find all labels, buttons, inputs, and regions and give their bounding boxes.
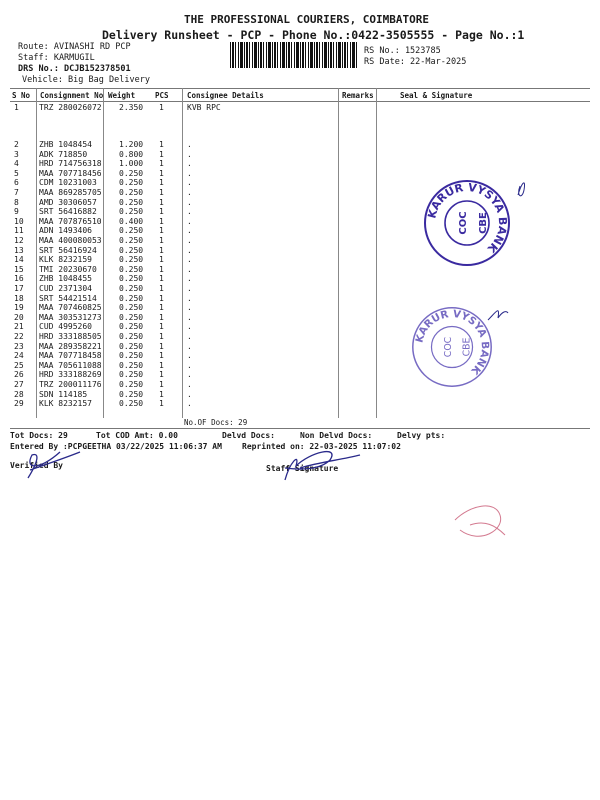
weight: 2.350 [119, 103, 144, 112]
sno: 2 [14, 140, 19, 149]
consignment-no: SRT 54421514 [39, 293, 97, 303]
consignment-no: SRT 56416924 [39, 245, 97, 255]
weight: 0.250 [119, 188, 144, 197]
pcs: 1 [159, 159, 164, 169]
consignee: . [187, 264, 192, 274]
consignee: . [187, 341, 192, 351]
sno: 5 [14, 168, 19, 178]
consignment-no: ADN 1493406 [39, 226, 92, 236]
pcs: 1 [159, 255, 164, 265]
consignee: . [187, 216, 192, 226]
weight: 0.250 [119, 399, 144, 409]
sno: 16 [14, 274, 24, 284]
sno: 18 [14, 293, 24, 303]
pcs: 1 [159, 370, 164, 380]
weight: 0.250 [119, 168, 144, 178]
consignee: . [187, 380, 192, 389]
sno: 3 [14, 149, 19, 159]
verifier-signature [28, 452, 80, 478]
consignment-no: SDN 114185 [39, 389, 88, 399]
consignee: . [187, 322, 192, 332]
weight: 0.250 [119, 389, 144, 399]
consignee: . [187, 197, 192, 207]
pcs: 1 [159, 226, 164, 236]
no-of-docs: No.OF Docs: 29 [184, 418, 248, 427]
pcs: 1 [159, 216, 164, 226]
svg-text:COC: COC [458, 211, 469, 235]
consignment-no: ADK 718850 [39, 149, 88, 159]
col-consignee: Consignee Details [187, 91, 264, 100]
company-title: THE PROFESSIONAL COURIERS, COIMBATORE [184, 13, 430, 26]
consignment-no: TRZ 200011176 [39, 380, 102, 389]
consignment-no: KLK 8232159 [39, 255, 92, 265]
consignment-no: HRD 333188505 [39, 332, 102, 341]
sno: 8 [14, 197, 19, 207]
weight: 0.250 [119, 264, 144, 274]
pcs: 1 [159, 293, 164, 303]
consignee: . [187, 360, 192, 370]
sno: 20 [14, 312, 24, 322]
faint-red-stamp [455, 506, 505, 536]
consignee: . [187, 399, 192, 409]
consignment-no: CUD 4995260 [39, 322, 92, 332]
reprinted-on: Reprinted on: 22-03-2025 11:07:02 [242, 442, 401, 451]
staff-signature-mark [285, 452, 360, 480]
weight: 0.250 [119, 351, 144, 361]
sno: 21 [14, 322, 24, 332]
consignment-no: MAA 707718458 [39, 351, 102, 361]
consignment-no: CUD 2371304 [39, 284, 92, 293]
consignee: . [187, 370, 192, 380]
consignment-no: MAA 289358221 [39, 341, 102, 351]
tot-cod: Tot COD Amt: 0.00 [96, 431, 178, 440]
col-remarks: Remarks [342, 91, 374, 100]
weight: 0.800 [119, 149, 144, 159]
consignment-no: MAA 707876510 [39, 216, 102, 226]
sno: 9 [14, 207, 19, 217]
consignment-no: MAA 303531273 [39, 312, 102, 322]
vehicle: Vehicle: Big Bag Delivery [22, 75, 150, 85]
sno: 10 [14, 216, 24, 226]
pcs: 1 [159, 322, 164, 332]
pcs: 1 [159, 178, 164, 188]
pcs: 1 [159, 341, 164, 351]
pcs: 1 [159, 140, 164, 149]
consignee: . [187, 226, 192, 236]
col-sno: S No [12, 91, 31, 100]
pcs: 1 [159, 207, 164, 217]
weight: 0.250 [119, 303, 144, 313]
pcs: 1 [159, 332, 164, 341]
weight: 0.250 [119, 245, 144, 255]
pcs: 1 [159, 389, 164, 399]
svg-text:KARUR VYSYA BANK: KARUR VYSYA BANK [413, 307, 492, 377]
sno: 24 [14, 351, 24, 361]
consignee: . [187, 178, 192, 188]
sno: 28 [14, 389, 24, 399]
consignee: . [187, 188, 192, 197]
consignee: . [187, 312, 192, 322]
consignee: . [187, 207, 192, 217]
entered-by: Entered By :PCPGEETHA 03/22/2025 11:06:37 AM [10, 442, 222, 451]
sno: 7 [14, 188, 19, 197]
pcs: 1 [159, 380, 164, 389]
weight: 0.250 [119, 236, 144, 245]
weight: 0.250 [119, 255, 144, 265]
col-pcs: PCS [155, 91, 169, 100]
consignee: . [187, 140, 192, 149]
route: Route: AVINASHI RD PCP [18, 42, 131, 52]
consignee: . [187, 255, 192, 265]
rs-date: RS Date: 22-Mar-2025 [364, 57, 467, 67]
consignment-no: MAA 705611088 [39, 360, 102, 370]
pcs: 1 [159, 303, 164, 313]
consignee: . [187, 293, 192, 303]
consignment-no: HRD 333188269 [39, 370, 102, 380]
svg-text:KARUR VYSYA BANK: KARUR VYSYA BANK [425, 180, 510, 256]
weight: 1.000 [119, 159, 144, 169]
weight: 0.250 [119, 284, 144, 293]
weight: 0.250 [119, 293, 144, 303]
weight: 0.400 [119, 216, 144, 226]
staff-signature: Staff Signature [266, 464, 339, 473]
consignee: . [187, 303, 192, 313]
pcs: 1 [159, 197, 164, 207]
sno: 11 [14, 226, 24, 236]
consignment-no: ZHB 1048455 [39, 274, 92, 284]
weight: 0.250 [119, 274, 144, 284]
sno: 19 [14, 303, 24, 313]
weight: 0.250 [119, 360, 144, 370]
non-delvd-docs: Non Delvd Docs: [300, 431, 373, 440]
consignee: . [187, 168, 192, 178]
svg-text:CBE: CBE [461, 337, 473, 357]
pcs: 1 [159, 399, 164, 409]
consignee: . [187, 274, 192, 284]
consignee: . [187, 284, 192, 293]
sno: 6 [14, 178, 19, 188]
consignment-no: TRZ 280026072 [39, 103, 102, 112]
consignee: . [187, 149, 192, 159]
weight: 0.250 [119, 322, 144, 332]
consignment-no: AMD 30306057 [39, 197, 97, 207]
sno: 27 [14, 380, 24, 389]
consignee: . [187, 351, 192, 361]
seal-signature [518, 183, 525, 196]
sno: 25 [14, 360, 24, 370]
svg-text:COC: COC [443, 336, 455, 358]
consignee: . [187, 159, 192, 169]
weight: 0.250 [119, 197, 144, 207]
pcs: 1 [159, 351, 164, 361]
bank-seal-stamp [410, 305, 494, 389]
sno: 12 [14, 236, 24, 245]
pcs: 1 [159, 236, 164, 245]
sno: 15 [14, 264, 24, 274]
consignee: . [187, 245, 192, 255]
consignment-no: TMI 20230670 [39, 264, 97, 274]
consignee: . [187, 389, 192, 399]
pcs: 1 [159, 274, 164, 284]
pcs: 1 [159, 103, 164, 112]
staff: Staff: KARMUGIL [18, 53, 95, 63]
drs-no: DRS No.: DCJB152378501 [18, 64, 131, 74]
sno: 14 [14, 255, 24, 265]
consignment-no: HRD 714756318 [39, 159, 102, 169]
weight: 0.250 [119, 207, 144, 217]
sno: 26 [14, 370, 24, 380]
weight: 0.250 [119, 332, 144, 341]
consignee: . [187, 236, 192, 245]
sno: 1 [14, 103, 19, 112]
pcs: 1 [159, 168, 164, 178]
sno: 29 [14, 399, 24, 409]
weight: 0.250 [119, 312, 144, 322]
sno: 17 [14, 284, 24, 293]
consignee: . [187, 332, 192, 341]
consignment-no: MAA 400080053 [39, 236, 102, 245]
weight: 0.250 [119, 341, 144, 351]
pcs: 1 [159, 188, 164, 197]
consignee: KVB RPC [187, 103, 221, 112]
col-weight: Weight [108, 91, 136, 100]
consignment-no: MAA 869285705 [39, 188, 102, 197]
sno: 4 [14, 159, 19, 169]
pcs: 1 [159, 312, 164, 322]
col-seal: Seal & Signature [400, 91, 473, 100]
runsheet-title: Delivery Runsheet - PCP - Phone No.:0422-3505555 - Page No.:1 [102, 28, 525, 42]
consignment-no: KLK 8232157 [39, 399, 92, 409]
weight: 0.250 [119, 178, 144, 188]
sno: 23 [14, 341, 24, 351]
pcs: 1 [159, 149, 164, 159]
pcs: 1 [159, 284, 164, 293]
delvy-pts: Delvy pts: [397, 431, 446, 440]
tot-docs: Tot Docs: 29 [10, 431, 68, 440]
consignment-no: CDM 10231003 [39, 178, 97, 188]
delvd-docs: Delvd Docs: [222, 431, 275, 440]
bank-seal-stamp [422, 178, 512, 268]
col-consignment: Consignment No [40, 91, 104, 100]
weight: 0.250 [119, 226, 144, 236]
verified-by: Verified By [10, 461, 63, 470]
weight: 0.250 [119, 380, 144, 389]
sno: 22 [14, 332, 24, 341]
pcs: 1 [159, 360, 164, 370]
consignment-no: MAA 707718456 [39, 168, 102, 178]
consignment-no: ZHB 1048454 [39, 140, 92, 149]
weight: 0.250 [119, 370, 144, 380]
pcs: 1 [159, 245, 164, 255]
sno: 13 [14, 245, 24, 255]
svg-text:CBE: CBE [478, 212, 489, 234]
rs-no: RS No.: 1523785 [364, 46, 441, 56]
consignment-no: SRT 56416882 [39, 207, 97, 217]
weight: 1.200 [119, 140, 144, 149]
consignment-no: MAA 707460825 [39, 303, 102, 313]
pcs: 1 [159, 264, 164, 274]
